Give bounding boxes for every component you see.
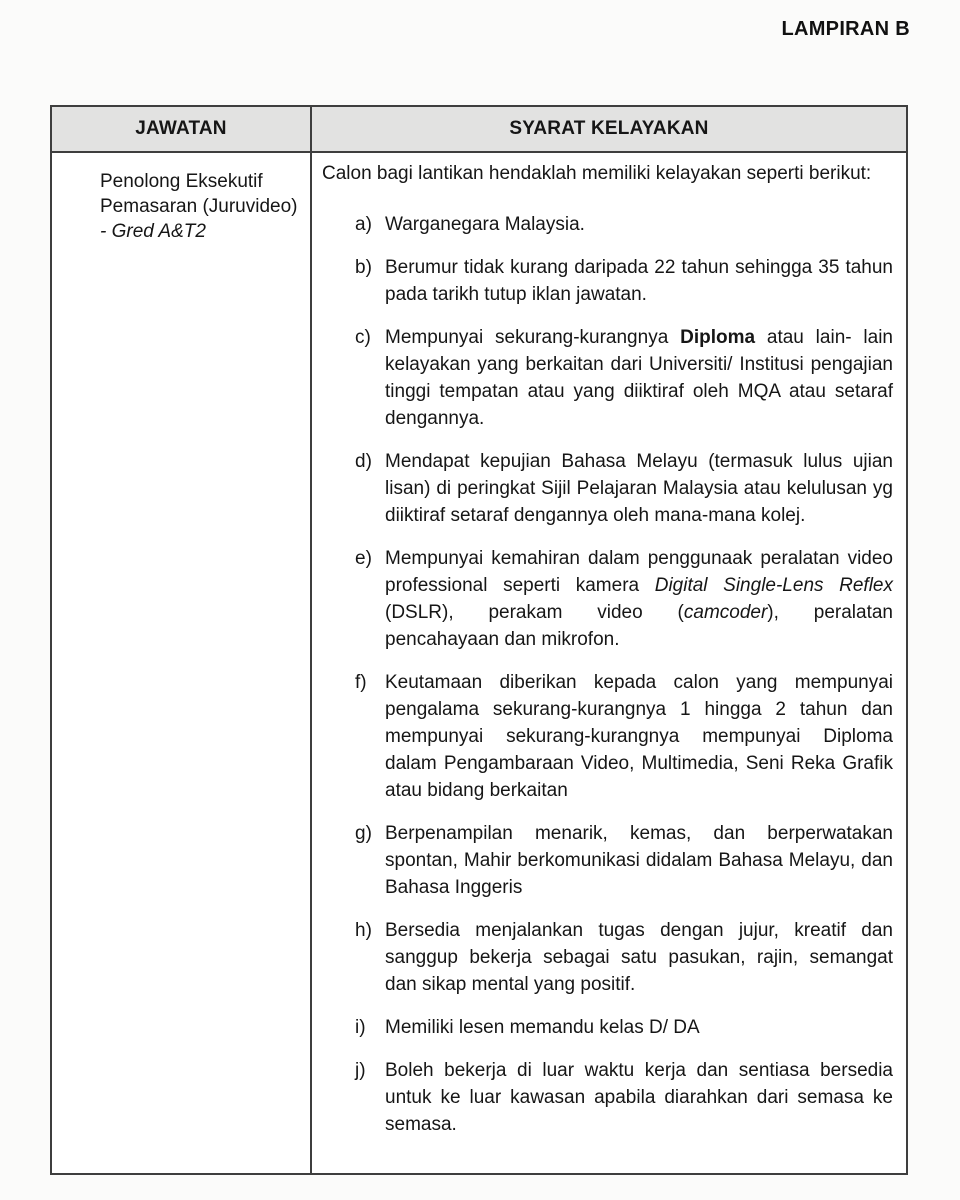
requirement-item-label: d) xyxy=(355,451,372,472)
table-header-jawatan: JAWATAN xyxy=(52,107,312,153)
requirement-item-label: b) xyxy=(355,257,372,278)
requirement-item-label: g) xyxy=(355,823,372,844)
requirement-item-text: Memiliki lesen memandu kelas D/ DA xyxy=(385,1017,700,1038)
requirement-item-text: Mendapat kepujian Bahasa Melayu (termasuk lulus ujian lisan) di peringkat Sijil Pelajaran Malaysia atau kelulusan yg diiktiraf setaraf dengannya oleh mana-mana kolej. xyxy=(385,451,893,526)
requirement-item-text: Warganegara Malaysia. xyxy=(385,214,585,235)
requirement-item xyxy=(322,545,893,653)
requirement-item xyxy=(322,1014,893,1041)
requirement-item-label: j) xyxy=(355,1060,366,1081)
position-grade: - Gred A&T2 xyxy=(100,221,206,242)
requirement-item xyxy=(322,917,893,998)
requirement-item xyxy=(322,448,893,529)
requirement-item-label: c) xyxy=(355,327,371,348)
requirements-list xyxy=(322,211,893,1138)
requirement-item-text: Berumur tidak kurang daripada 22 tahun sehingga 35 tahun pada tarikh tutup iklan jawatan. xyxy=(385,257,893,305)
requirement-item-label: f) xyxy=(355,672,367,693)
requirement-item xyxy=(322,820,893,901)
requirement-item xyxy=(322,324,893,432)
requirement-item xyxy=(322,1057,893,1138)
requirement-item xyxy=(322,254,893,308)
requirement-item-text: Bersedia menjalankan tugas dengan jujur, kreatif dan sanggup bekerja sebagai satu pasukan, rajin, semangat dan sikap mental yang positif. xyxy=(385,920,893,995)
requirement-item-text: Mempunyai kemahiran dalam penggunaak peralatan video professional seperti kamera Digital Single-Lens Reflex (DSLR), perakam video (camcoder), peralatan pencahayaan dan mikrofon. xyxy=(385,548,893,650)
requirement-item-text: Boleh bekerja di luar waktu kerja dan sentiasa bersedia untuk ke luar kawasan apabila diarahkan dari semasa ke semasa. xyxy=(385,1060,893,1135)
requirement-item-label: i) xyxy=(355,1017,366,1038)
requirement-item-text: Mempunyai sekurang-kurangnya Diploma atau lain- lain kelayakan yang berkaitan dari Universiti/ Institusi pengajian tinggi tempatan atau yang diiktiraf oleh MQA atau setaraf dengannya. xyxy=(385,327,893,429)
requirement-item xyxy=(322,211,893,238)
table-header-syarat-kelayakan: SYARAT KELAYAKAN xyxy=(312,107,906,153)
position-title: Penolong Eksekutif Pemasaran (Juruvideo) xyxy=(100,171,298,217)
jawatan-cell xyxy=(52,153,312,1173)
requirement-item xyxy=(322,669,893,804)
requirement-item-label: a) xyxy=(355,214,372,235)
requirements-table xyxy=(50,105,908,1175)
requirement-item-text: Berpenampilan menarik, kemas, dan berperwatakan spontan, Mahir berkomunikasi didalam Bahasa Melayu, dan Bahasa Inggeris xyxy=(385,823,893,898)
requirements-intro: Calon bagi lantikan hendaklah memiliki kelayakan seperti berikut: xyxy=(322,163,872,184)
requirement-item-label: h) xyxy=(355,920,372,941)
requirement-item-text: Keutamaan diberikan kepada calon yang mempunyai pengalama sekurang-kurangnya 1 hingga 2 tahun dan mempunyai sekurang-kurangnya mempunyai Diploma dalam Pengambaraan Video, Multimedia, Seni Reka Grafik atau bidang berkaitan xyxy=(385,672,893,801)
requirement-item-label: e) xyxy=(355,548,372,569)
syarat-cell xyxy=(312,153,906,1173)
appendix-label: LAMPIRAN B xyxy=(781,18,910,40)
